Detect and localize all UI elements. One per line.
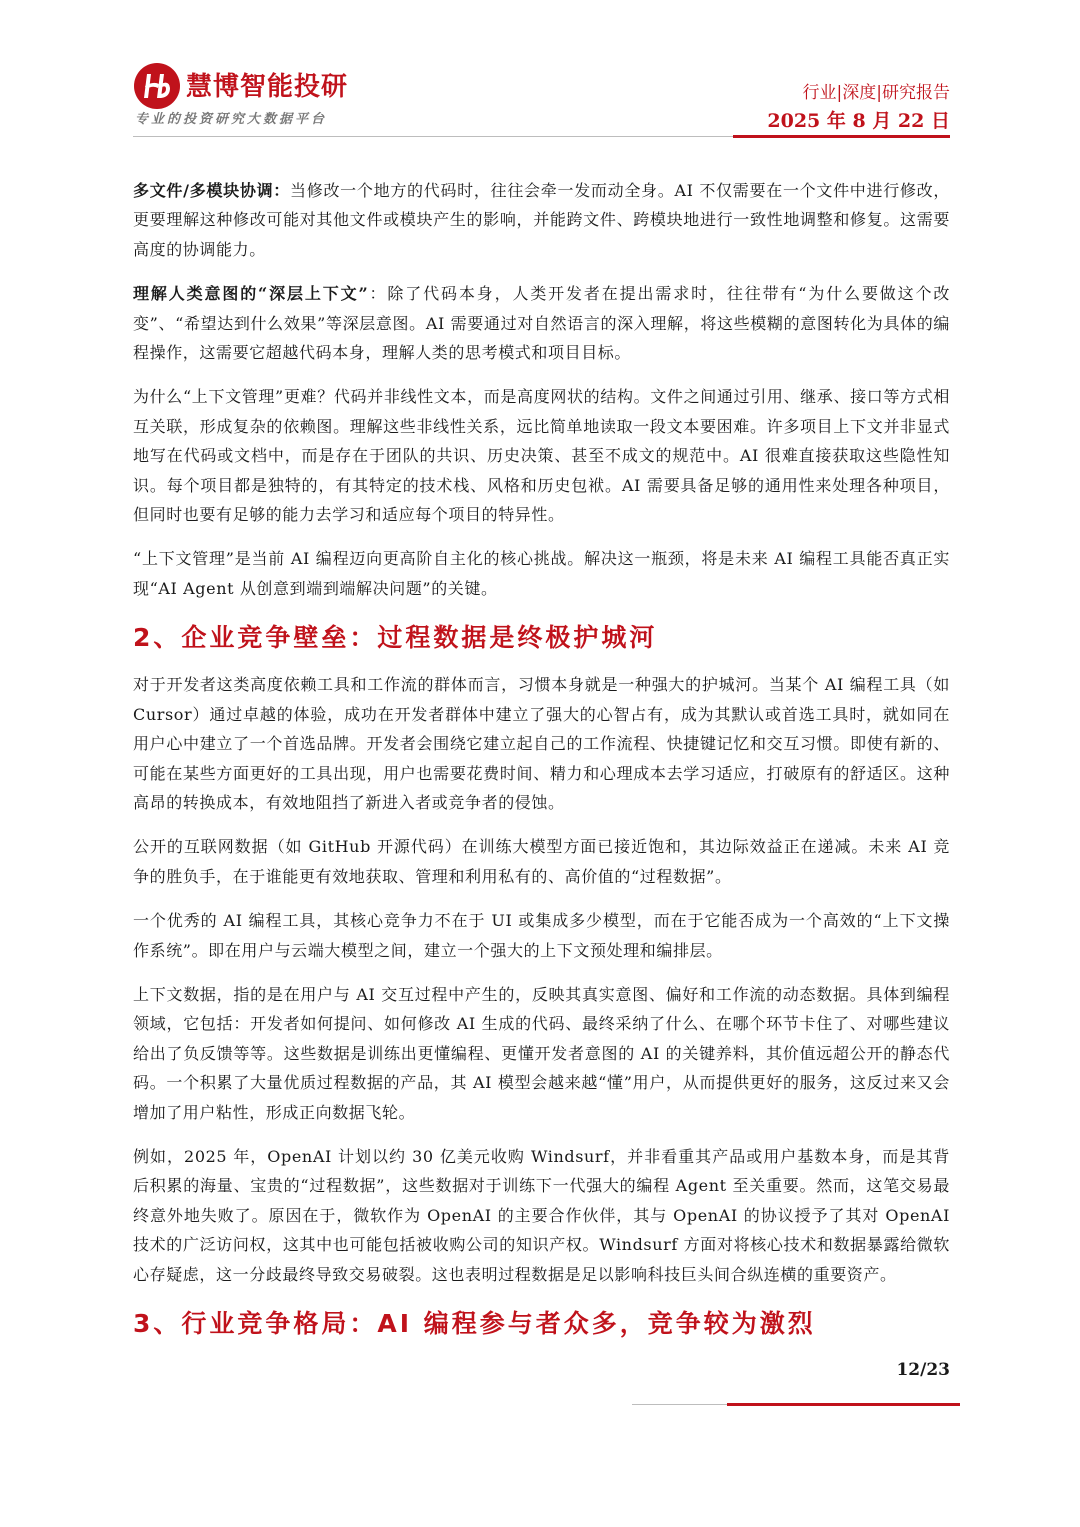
paragraph-habit-moat: 对于开发者这类高度依赖工具和工作流的群体而言，习惯本身就是一种强大的护城河。当某个 AI 编程工具（如 Cursor）通过卓越的体验，成功在开发者群体中建立了强大的心智占有，成为其默认或首选工具时，就如同在用户心中建立了一个首选品牌。开发者会围绕它建立起自己的工作流程、快捷键记忆和交互习惯。即使有新的、可能在某些方面更好的工具出现，用户也需要花费时间、精力和心理成本去学习适应，打破原有的舒适区。这种高昂的转换成本，有效地阻挡了新进入者或竞争者的侵蚀。 bbox=[133, 675, 950, 812]
logo-tagline: 专业的投资研究大数据平台 bbox=[135, 112, 328, 127]
footer-divider-red bbox=[727, 1403, 960, 1406]
paragraph-lead: 理解人类意图的“深层上下文” bbox=[133, 284, 369, 304]
paragraph-context-data: 上下文数据，指的是在用户与 AI 交互过程中产生的，反映其真实意图、偏好和工作流的动态数据。具体到编程领域，它包括：开发者如何提问、如何修改 AI 生成的代码、最终采纳了什么、在哪个环节卡住了、对哪些建议给出了负反馈等等。这些数据是训练出更懂编程、更懂开发者意图的 AI 的关键养料，其价值远超公开的静态代码。一个积累了大量优质过程数据的产品，其 AI 模型会越来越“懂”用户，从而提供更好的服务，这反过来又会增加了用户粘性，形成正向数据飞轮。 bbox=[133, 984, 950, 1122]
paragraph-context-os: 一个优秀的 AI 编程工具，其核心竞争力不在于 UI 或集成多少模型，而在于它能否成为一个高效的“上下文操作系统”。即在用户与云端大模型之间，建立一个强大的上下文预处理和编排层。 bbox=[133, 911, 950, 960]
page-number: 12/23 bbox=[896, 1360, 950, 1380]
huibo-logo-icon bbox=[133, 62, 181, 110]
paragraph-deep-context bbox=[133, 279, 950, 367]
paragraph-why-context-hard: 为什么“上下文管理”更难？代码并非线性文本，而是高度网状的结构。文件之间通过引用、继承、接口等方式相互关联，形成复杂的依赖图。理解这些非线性关系，远比简单地读取一段文本要困难。许多项目上下文并非显式地写在代码或文档中，而是存在于团队的共识、历史决策、甚至不成文的规范中。AI 很难直接获取这些隐性知识。每个项目都是独特的，有其特定的技术栈、风格和历史包袱。AI 需要具备足够的通用性来处理各种项目，但同时也要有足够的能力去学习和适应每个项目的特异性。 bbox=[133, 387, 950, 525]
report-date: 2025 年 8 月 22 日 bbox=[767, 110, 950, 132]
header-divider-grey bbox=[133, 136, 733, 137]
paragraph-text: ：除了代码本身，人类开发者在提出需求时，往往带有“为什么要做这个改变”、“希望达到什么效果”等深层意图。AI 需要通过对自然语言的深入理解，将这些模糊的意图转化为具体的编程操作，这需要它超越代码本身，理解人类的思考模式和项目目标。 bbox=[133, 284, 951, 363]
footer-divider-grey bbox=[632, 1404, 727, 1405]
section-3-heading: 3、行业竞争格局：AI 编程参与者众多，竞争较为激烈 bbox=[133, 1309, 816, 1338]
report-type: 行业|深度|研究报告 bbox=[802, 83, 950, 103]
document-body bbox=[133, 176, 950, 1356]
paragraph-lead: 多文件/多模块协调： bbox=[133, 181, 291, 200]
section-2-heading: 2、企业竞争壁垒：过程数据是终极护城河 bbox=[133, 623, 658, 653]
paragraph-text: 当修改一个地方的代码时，往往会牵一发而动全身。AI 不仅需要在一个文件中进行修改，更要理解这种修改可能对其他文件或模块产生的影响，并能跨文件、跨模块地进行一致性地调整和修复。这需要高度的协调能力。 bbox=[133, 181, 950, 259]
paragraph-windsurf-example: 例如，2025 年，OpenAI 计划以约 30 亿美元收购 Windsurf，并非看重其产品或用户基数本身，而是其背后积累的海量、宝贵的“过程数据”，这些数据对于训练下一代强大的编程 Agent 至关重要。然而，这笔交易最终意外地失败了。原因在于，微软作为 OpenAI 的主要合作伙伴，其与 OpenAI 的协议授予了其对 OpenAI 技术的广泛访问权，这其中也可能包括被收购公司的知识产权。Windsurf 方面对将核心技术和数据暴露给微软心存疑虑，这一分歧最终导致交易破裂。这也表明过程数据是足以影响科技巨头间合纵连横的重要资产。 bbox=[133, 1146, 950, 1284]
page-header bbox=[0, 0, 1080, 140]
paragraph-multi-file-coordination bbox=[133, 176, 950, 264]
header-divider-red bbox=[733, 135, 950, 138]
logo-text: 慧博智能投研 bbox=[186, 72, 349, 102]
paragraph-core-challenge: “上下文管理”是当前 AI 编程迈向更高阶自主化的核心挑战。解决这一瓶颈，将是未来 AI 编程工具能否真正实现“AI Agent 从创意到端到端解决问题”的关键。 bbox=[133, 549, 950, 598]
paragraph-public-data: 公开的互联网数据（如 GitHub 开源代码）在训练大模型方面已接近饱和，其边际效益正在递减。未来 AI 竞争的胜负手，在于谁能更有效地获取、管理和利用私有的、高价值的“过程数据”。 bbox=[133, 837, 950, 886]
